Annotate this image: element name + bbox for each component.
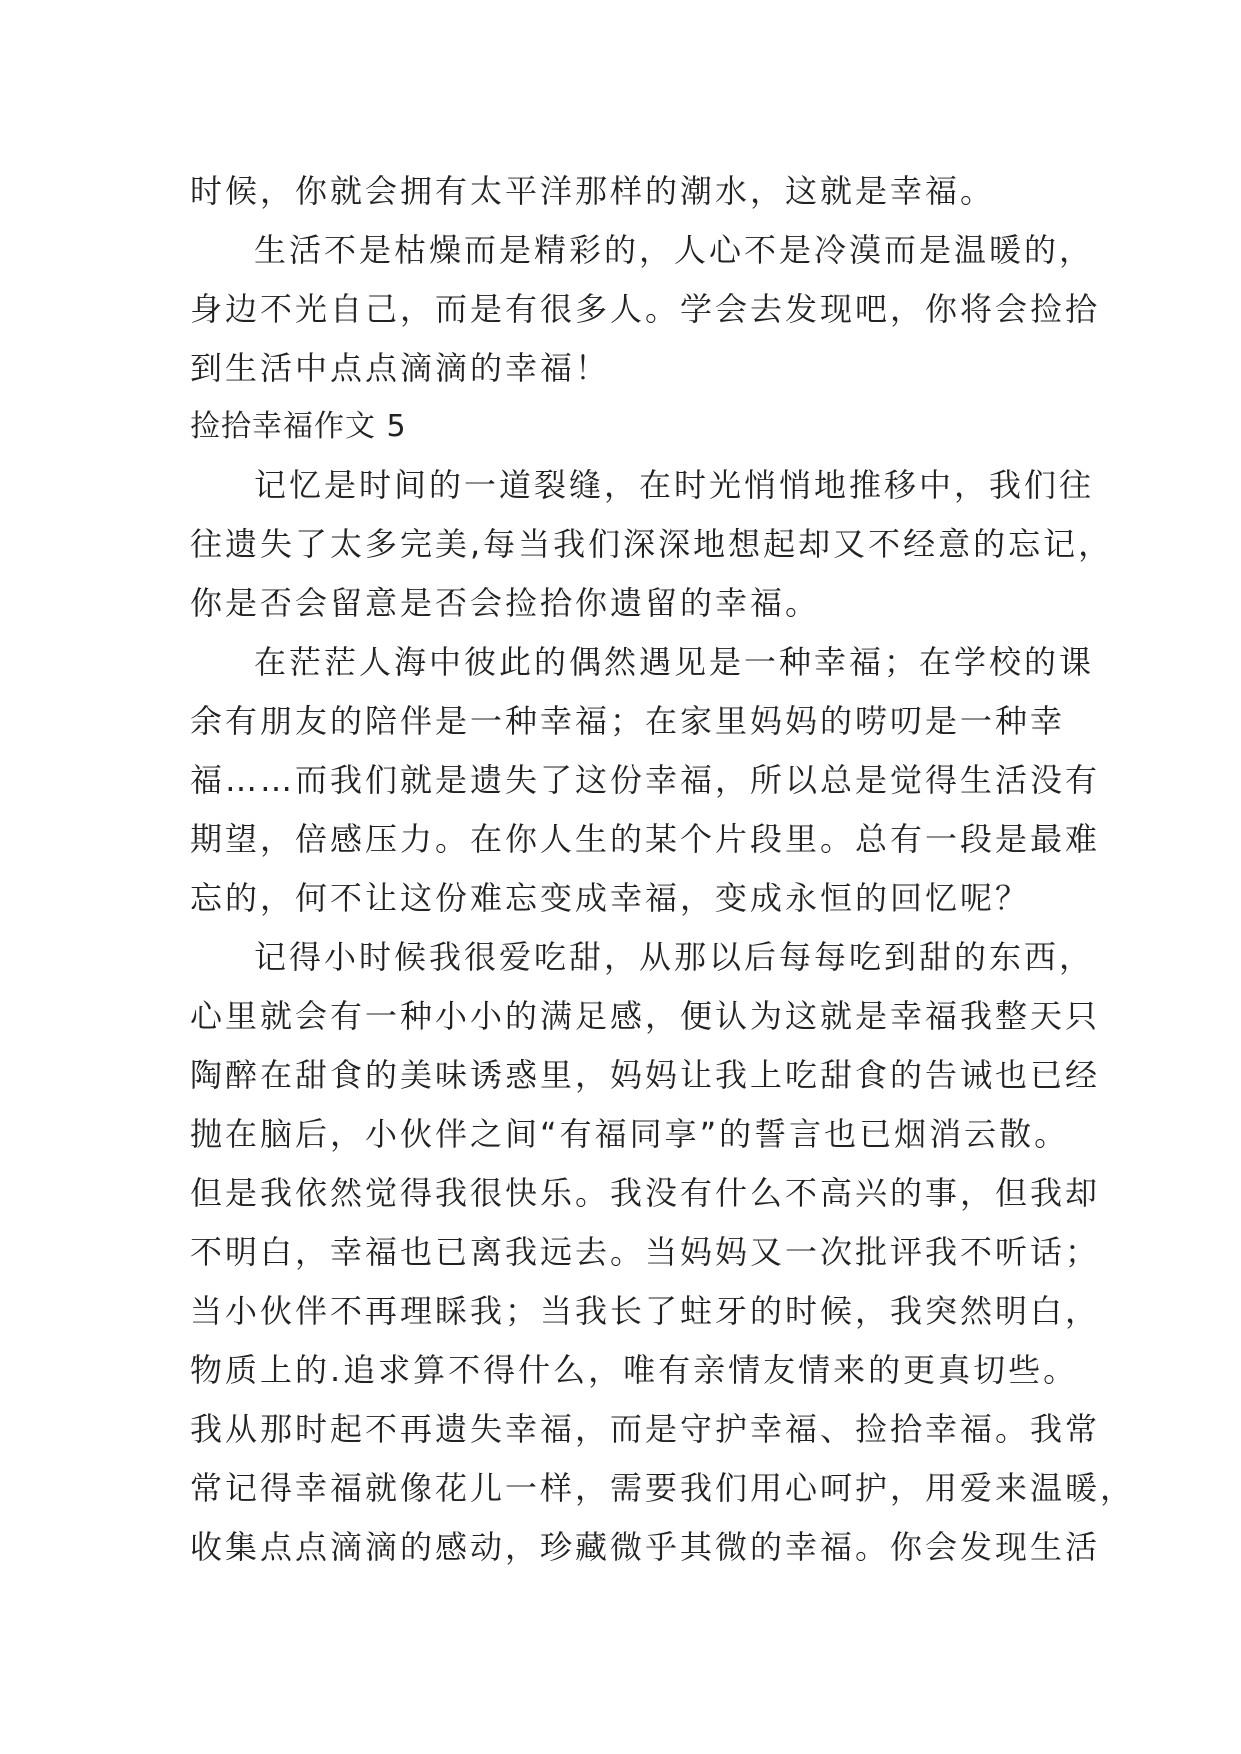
text-line: 身边不光自己，而是有很多人。学会去发现吧，你将会捡拾 [190, 290, 1101, 328]
text-line: 期望，倍感压力。在你人生的某个片段里。总有一段是最难 [190, 820, 1101, 858]
text-line: 当小伙伴不再理睬我；当我长了蛀牙的时候，我突然明白， [190, 1292, 1101, 1330]
paragraph-start-line: 在茫茫人海中彼此的偶然遇见是一种幸福；在学校的课 [254, 643, 1095, 681]
text-line: 余有朋友的陪伴是一种幸福；在家里妈妈的唠叨是一种幸 [190, 702, 1066, 740]
text-line: 不明白，幸福也已离我远去。当妈妈又一次批评我不听话； [190, 1233, 1101, 1271]
text-line: 你是否会留意是否会捡拾你遗留的幸福。 [190, 584, 821, 622]
text-line: 抛在脑后，小伙伴之间“有福同享”的誓言也已烟消云散。 [190, 1115, 1070, 1153]
text-line: 但是我依然觉得我很快乐。我没有什么不高兴的事，但我却 [190, 1174, 1101, 1212]
text-line: 往遗失了太多完美,每当我们深深地想起却又不经意的忘记， [190, 525, 1114, 563]
paragraph-start-line: 记忆是时间的一道裂缝，在时光悄悄地推移中，我们往 [254, 466, 1095, 504]
text-line: 福……而我们就是遗失了这份幸福，所以总是觉得生活没有 [190, 761, 1101, 799]
text-line: 忘的，何不让这份难忘变成幸福，变成永恒的回忆呢？ [190, 879, 1031, 917]
text-line: 时候，你就会拥有太平洋那样的潮水，这就是幸福。 [190, 172, 996, 210]
text-line: 物质上的.追求算不得什么，唯有亲情友情来的更真切些。 [190, 1351, 1079, 1389]
text-line: 心里就会有一种小小的满足感，便认为这就是幸福我整天只 [190, 997, 1101, 1035]
paragraph-start-line: 记得小时候我很爱吃甜，从那以后每每吃到甜的东西， [254, 938, 1095, 976]
text-line: 我从那时起不再遗失幸福，而是守护幸福、捡拾幸福。我常 [190, 1410, 1101, 1448]
article-body [190, 162, 1136, 1577]
section-heading: 捡拾幸福作文 5 [190, 409, 407, 444]
paragraph-start-line: 生活不是枯燥而是精彩的，人心不是冷漠而是温暖的， [254, 231, 1095, 269]
text-line: 陶醉在甜食的美味诱惑里，妈妈让我上吃甜食的告诫也已经 [190, 1056, 1101, 1094]
text-line: 常记得幸福就像花儿一样，需要我们用心呵护，用爱来温暖， [190, 1469, 1136, 1507]
text-line: 收集点点滴滴的感动，珍藏微乎其微的幸福。你会发现生活 [190, 1528, 1101, 1566]
text-line: 到生活中点点滴滴的幸福！ [190, 349, 611, 387]
